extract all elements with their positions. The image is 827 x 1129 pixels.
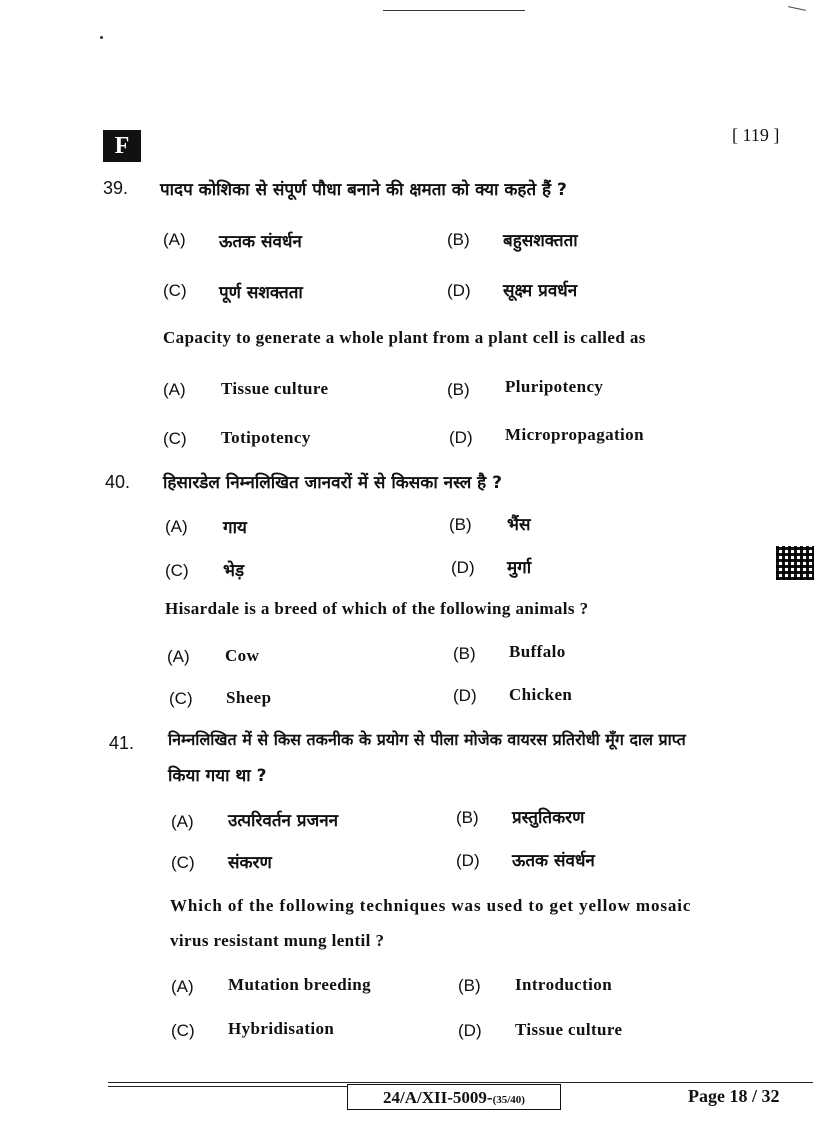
- option-label: (B): [456, 808, 479, 827]
- option-label: (B): [449, 515, 472, 534]
- option-text-hindi: भैंस: [507, 515, 531, 535]
- option-label: (C): [165, 561, 189, 580]
- option-text-english: Tissue culture: [221, 379, 329, 398]
- option-text-english: Cow: [225, 646, 260, 665]
- option-text-hindi: संकरण: [228, 853, 272, 873]
- option-label: (A): [163, 230, 186, 249]
- option-text-hindi: गाय: [223, 518, 247, 538]
- option-label: (C): [163, 429, 187, 448]
- option-label: (D): [447, 281, 471, 300]
- option-text-english: Sheep: [226, 688, 272, 707]
- question-number: 41.: [109, 733, 135, 753]
- option-label: (D): [458, 1021, 482, 1040]
- scan-speck: [100, 36, 103, 39]
- corner-mark: [788, 6, 806, 11]
- option-text-hindi: पूर्ण सशक्तता: [219, 283, 303, 303]
- question-number: 39.: [103, 178, 129, 198]
- option-text-hindi: भेड़: [223, 561, 245, 581]
- footer-rule-secondary: [108, 1086, 348, 1087]
- option-text-english: Chicken: [509, 685, 573, 704]
- option-text-hindi: उत्परिवर्तन प्रजनन: [228, 811, 339, 831]
- option-text-english: Micropropagation: [505, 425, 644, 444]
- option-label: (A): [171, 812, 194, 831]
- footer-rule: [108, 1082, 813, 1083]
- option-text-english: Tissue culture: [515, 1020, 623, 1039]
- option-label: (B): [453, 644, 476, 663]
- option-label: (B): [458, 976, 481, 995]
- option-label: (C): [163, 281, 187, 300]
- option-text-hindi: सूक्ष्म प्रवर्धन: [503, 281, 578, 301]
- option-label: (C): [171, 1021, 195, 1040]
- question-text-english: Hisardale is a breed of which of the following animals ?: [165, 599, 589, 618]
- option-label: (D): [456, 851, 480, 870]
- option-label: (A): [171, 977, 194, 996]
- option-label: (B): [447, 230, 470, 249]
- option-text-english: Buffalo: [509, 642, 566, 661]
- option-text-hindi: ऊतक संवर्धन: [219, 232, 302, 252]
- question-text-hindi: पादप कोशिका से संपूर्ण पौधा बनाने की क्षमता को क्या कहते हैं ?: [160, 180, 567, 200]
- option-label: (C): [171, 853, 195, 872]
- paper-code-box: [347, 1084, 561, 1110]
- question-number: 40.: [105, 472, 131, 492]
- question-text-english: Capacity to generate a whole plant from a plant cell is called as: [163, 328, 646, 347]
- question-text-hindi: हिसारडेल निम्नलिखित जानवरों में से किसका नस्ल है ?: [163, 473, 502, 493]
- section-badge: F: [103, 130, 141, 162]
- paper-code-suffix: (35/40): [492, 1094, 525, 1106]
- question-text-english-line2: virus resistant mung lentil ?: [170, 931, 385, 950]
- question-text-hindi-line1: निम्नलिखित में से किस तकनीक के प्रयोग से पीला मोजेक वायरस प्रतिरोधी मूँग दाल प्राप्त: [168, 730, 686, 749]
- option-label: (D): [449, 428, 473, 447]
- top-rule: [383, 10, 525, 11]
- option-text-english: Introduction: [515, 975, 613, 994]
- page-ref: [ 119 ]: [732, 125, 780, 145]
- option-label: (D): [453, 686, 477, 705]
- option-text-hindi: बहुसशक्तता: [503, 231, 578, 251]
- option-label: (C): [169, 689, 193, 708]
- paper-code: 24/A/XII-5009-: [383, 1088, 493, 1107]
- option-text-english: Pluripotency: [505, 377, 604, 396]
- question-text-hindi-line2: किया गया था ?: [168, 766, 267, 786]
- option-label: (B): [447, 380, 470, 399]
- option-text-english: Hybridisation: [228, 1019, 335, 1038]
- option-text-hindi: ऊतक संवर्धन: [512, 851, 595, 871]
- option-text-hindi: मुर्गा: [507, 558, 532, 578]
- option-label: (A): [165, 517, 188, 536]
- question-text-english-line1: Which of the following techniques was used to get yellow mosaic: [170, 896, 692, 915]
- page-number: Page 18 / 32: [688, 1086, 780, 1106]
- option-label: (A): [163, 380, 186, 399]
- option-text-english: Mutation breeding: [228, 975, 371, 994]
- option-label: (A): [167, 647, 190, 666]
- qr-code: [776, 546, 814, 580]
- option-text-english: Totipotency: [221, 428, 311, 447]
- option-label: (D): [451, 558, 475, 577]
- option-text-hindi: प्रस्तुतिकरण: [512, 808, 585, 828]
